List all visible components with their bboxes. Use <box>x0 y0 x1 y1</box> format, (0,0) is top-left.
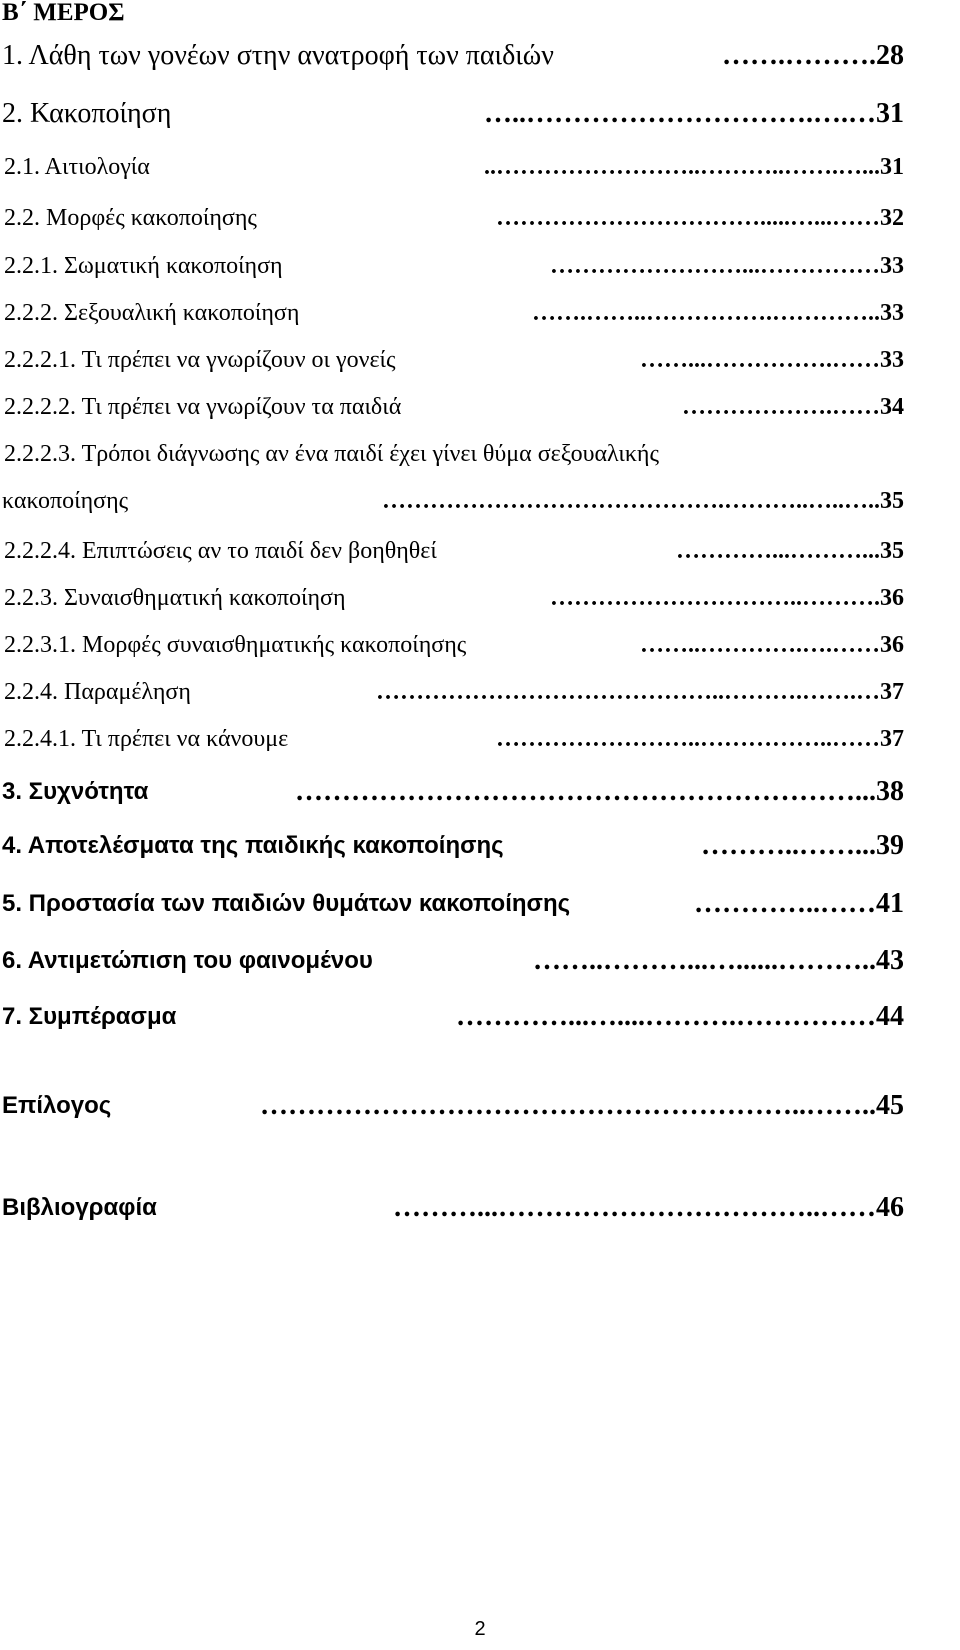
section-header: Β΄ ΜΕΡΟΣ <box>2 0 125 26</box>
toc-entry-leader-page <box>701 830 904 862</box>
toc-entry <box>2 98 171 130</box>
toc-entry <box>4 393 401 421</box>
toc-entry-leader: …………...………... <box>676 538 880 564</box>
toc-entry-page: 34 <box>880 394 904 420</box>
toc-entry-leader-page <box>640 631 904 659</box>
toc-entry-leader-page <box>550 584 904 612</box>
toc-entry-leader: ……..………….….…… <box>640 632 880 658</box>
toc-entry-leader-page <box>496 725 904 753</box>
toc-entry-leader-page <box>640 346 904 374</box>
toc-entry-leader-page <box>382 487 904 515</box>
toc-entry <box>4 584 346 612</box>
toc-entry-leader-page <box>260 1090 904 1122</box>
toc-entry-title: 1. Λάθη των γονέων στην ανατροφή των παιδιών <box>2 40 554 71</box>
toc-entry-title: 2.2.2.1. Τι πρέπει να γνωρίζουν οι γονείς <box>4 347 396 373</box>
toc-entry-leader: …….………. <box>722 40 876 71</box>
toc-entry-title: 2.2.4.1. Τι πρέπει να κάνουμε <box>4 726 289 752</box>
toc-entry-page: 33 <box>880 300 904 326</box>
toc-entry-page: 35 <box>880 488 904 514</box>
toc-entry-title: 2. Κακοποίηση <box>2 98 172 129</box>
toc-entry-page: 36 <box>880 632 904 658</box>
toc-entry-title: 2.2. Μορφές κακοποίησης <box>4 205 257 231</box>
toc-entry-leader: ……………………..……………..…… <box>496 726 880 752</box>
toc-entry <box>4 346 396 374</box>
toc-entry-leader-page <box>496 204 904 232</box>
toc-entry <box>4 252 283 280</box>
toc-entry-leader: ..……………………..………..…….…... <box>484 154 880 180</box>
toc-entry-page: 46 <box>876 1192 904 1223</box>
toc-entry <box>2 487 128 515</box>
toc-entry-leader: …..………………………….….… <box>484 98 876 129</box>
toc-entry-title: Επίλογος <box>2 1092 112 1119</box>
toc-entry <box>4 678 191 706</box>
toc-entry-title: 4. Αποτελέσματα της παιδικής κακοποίησης <box>2 832 504 859</box>
page-number: 2 <box>474 1618 486 1640</box>
toc-entry-page: 35 <box>880 538 904 564</box>
toc-entry-title: 2.1. Αιτιολογία <box>4 154 150 180</box>
toc-entry-page: 31 <box>880 154 904 180</box>
toc-entry-title: 2.2.3. Συναισθηματική κακοποίηση <box>4 585 346 611</box>
toc-entry <box>2 888 570 920</box>
toc-entry-page: 37 <box>880 726 904 752</box>
toc-entry-leader: …………………………….....…...…… <box>496 205 880 231</box>
toc-entry-leader-page <box>533 945 904 977</box>
toc-entry-leader-page <box>295 776 904 808</box>
toc-entry-page: 32 <box>880 205 904 231</box>
toc-entry <box>4 440 659 468</box>
toc-entry-page: 44 <box>876 1001 904 1032</box>
toc-entry <box>4 725 288 753</box>
toc-entry <box>2 776 148 808</box>
toc-entry-page: 37 <box>880 679 904 705</box>
toc-entry-leader: ……………………………………………………... <box>295 776 876 807</box>
toc-entry-title: 7. Συμπέρασμα <box>2 1003 177 1030</box>
toc-entry-title: 5. Προστασία των παιδιών θυμάτων κακοποίησης <box>2 890 571 917</box>
toc-entry-page: 39 <box>876 830 904 861</box>
toc-entry-title: 3. Συχνότητα <box>2 778 149 805</box>
toc-entry-leader-page <box>484 98 904 130</box>
toc-entry-leader: ……………….…… <box>682 394 880 420</box>
toc-entry-leader-page <box>676 537 904 565</box>
toc-entry-leader: ……...…………….…… <box>640 347 880 373</box>
toc-entry-title: 2.2.3.1. Μορφές συναισθηματικής κακοποίησης <box>4 632 467 658</box>
toc-entry-title: 2.2.1. Σωματική κακοποίηση <box>4 253 283 279</box>
toc-entry-page: 33 <box>880 347 904 373</box>
toc-entry-page: 28 <box>876 40 904 71</box>
toc-entry-leader: ……………………………………..……….…….… <box>376 679 880 705</box>
toc-entry-leader: ………...……………………………..…… <box>393 1192 876 1223</box>
toc-entry-leader: …………………………………………………..…….. <box>260 1090 876 1121</box>
toc-entry-leader: …….……..…………….………….. <box>532 300 880 326</box>
toc-entry <box>2 945 373 977</box>
toc-entry-page: 45 <box>876 1090 904 1121</box>
toc-entry <box>4 204 257 232</box>
toc-entry-leader-page <box>376 678 904 706</box>
toc-entry-leader: ……………………...…………… <box>550 253 880 279</box>
toc-entry <box>2 1192 157 1224</box>
toc-entry-leader-page <box>456 1001 904 1033</box>
toc-entry-leader: ………..……... <box>701 830 876 861</box>
toc-entry-page: 38 <box>876 776 904 807</box>
toc-entry-leader: …………………………………….………..…..….. <box>382 488 880 514</box>
toc-entry-leader-page <box>694 888 904 920</box>
toc-entry <box>2 1001 176 1033</box>
toc-entry-page: 43 <box>876 945 904 976</box>
toc-entry <box>4 631 466 659</box>
toc-entry-title: 2.2.4. Παραμέληση <box>4 679 191 705</box>
toc-entry-leader-page <box>722 40 904 72</box>
toc-entry <box>4 537 437 565</box>
toc-entry-title: Βιβλιογραφία <box>2 1194 157 1221</box>
toc-entry-leader-page <box>682 393 904 421</box>
toc-entry-title: κακοποίησης <box>2 488 129 514</box>
toc-entry-title: 2.2.2.3. Τρόποι διάγνωσης αν ένα παιδί έχει γίνει θύμα σεξουαλικής <box>4 441 659 467</box>
toc-entry-leader-page <box>393 1192 904 1224</box>
toc-entry-title: 6. Αντιμετώπιση του φαινομένου <box>2 947 373 974</box>
toc-entry-leader: …………...…....……….…………… <box>456 1001 876 1032</box>
toc-entry-leader-page <box>484 153 904 181</box>
toc-entry <box>2 830 504 862</box>
toc-entry <box>2 40 554 72</box>
toc-entry-leader: …………………………..………. <box>550 585 880 611</box>
toc-entry <box>2 1090 111 1122</box>
toc-entry-title: 2.2.2. Σεξουαλική κακοποίηση <box>4 300 300 326</box>
toc-entry-leader-page <box>532 299 904 327</box>
toc-entry-title: 2.2.2.4. Επιπτώσεις αν το παιδί δεν βοηθηθεί <box>4 538 437 564</box>
toc-entry <box>4 153 150 181</box>
toc-entry-leader-page <box>550 252 904 280</box>
toc-entry-page: 41 <box>876 888 904 919</box>
toc-entry-page: 31 <box>876 98 904 129</box>
toc-entry-leader: ……..………...…......……….. <box>533 945 876 976</box>
toc-entry-page: 36 <box>880 585 904 611</box>
toc-entry-leader: …………..…… <box>694 888 876 919</box>
toc-entry <box>4 299 299 327</box>
toc-entry-page: 33 <box>880 253 904 279</box>
toc-entry-title: 2.2.2.2. Τι πρέπει να γνωρίζουν τα παιδιά <box>4 394 402 420</box>
